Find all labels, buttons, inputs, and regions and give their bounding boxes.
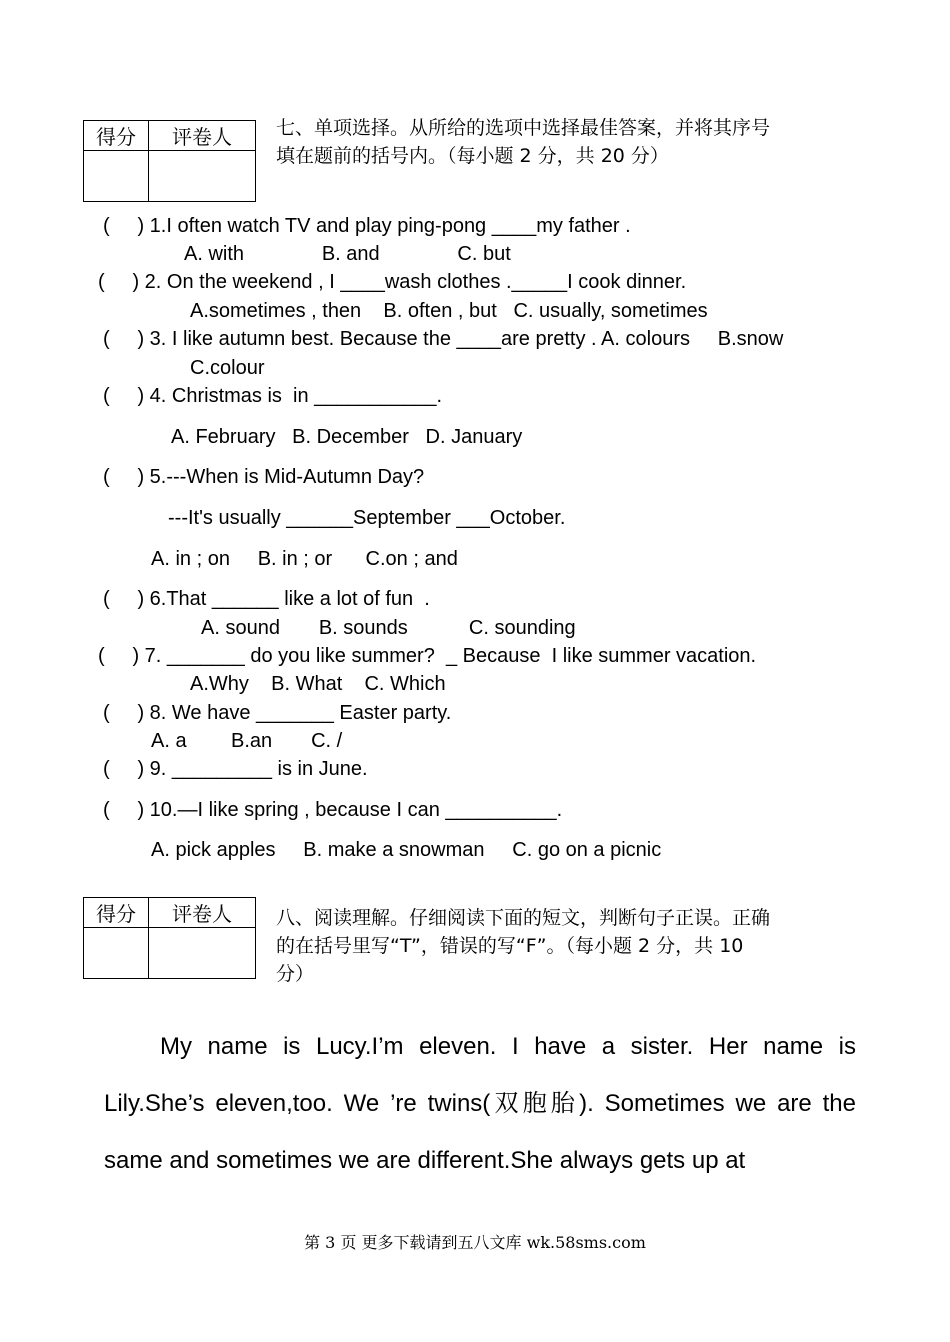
page-footer: 第 3 页 更多下载请到五八文库 wk.58sms.com	[304, 1233, 646, 1252]
section8-title-line3: 分）	[276, 963, 315, 985]
score-table-section8	[83, 897, 256, 979]
reading-passage: My name is Lucy.I’m eleven. I have a sister. Her name is Lily.She’s eleven,too. We ’re twins(双胞胎). Sometimes we are the same and sometimes we are different.She always gets up at	[104, 1033, 856, 1174]
grader-header: 评卷人	[149, 898, 256, 928]
grader-header: 评卷人	[149, 121, 256, 151]
question-5-options: A. in ; on B. in ; or C.on ; and	[151, 548, 458, 570]
question-7-options: A.Why B. What C. Which	[190, 673, 446, 695]
question-3: ( ) 3. I like autumn best. Because the ____are pretty . A. colours B.snow	[103, 328, 784, 350]
score-header: 得分	[84, 898, 149, 928]
question-6: ( ) 6.That ______ like a lot of fun .	[103, 588, 430, 610]
grader-cell[interactable]	[149, 928, 256, 979]
score-cell[interactable]	[84, 151, 149, 202]
question-8-options: A. a B.an C. /	[151, 730, 343, 752]
section7-title-line1: 七、单项选择。从所给的选项中选择最佳答案，并将其序号	[276, 117, 771, 139]
question-6-options: A. sound B. sounds C. sounding	[201, 617, 576, 639]
question-9: ( ) 9. _________ is in June.	[103, 758, 368, 780]
question-5: ( ) 5.---When is Mid-Autumn Day?	[103, 466, 425, 488]
question-1-options: A. with B. and C. but	[184, 243, 511, 265]
score-cell[interactable]	[84, 928, 149, 979]
question-1: ( ) 1.I often watch TV and play ping-pong ____my father .	[103, 215, 631, 237]
section8-title-line1: 八、阅读理解。仔细阅读下面的短文，判断句子正误。正确	[276, 907, 771, 929]
section7-title-line2: 填在题前的括号内。（每小题 2 分，共 20 分）	[276, 145, 669, 167]
score-table-section7	[83, 120, 256, 202]
question-4-options: A. February B. December D. January	[171, 426, 523, 448]
question-4: ( ) 4. Christmas is in ___________.	[103, 385, 443, 407]
question-10-options: A. pick apples B. make a snowman C. go on a picnic	[151, 839, 662, 861]
section8-title-line2: 的在括号里写“T”，错误的写“F”。（每小题 2 分，共 10	[276, 935, 744, 957]
score-header: 得分	[84, 121, 149, 151]
section8-title	[276, 904, 866, 988]
question-7: ( ) 7. _______ do you like summer? _ Because I like summer vacation.	[98, 645, 757, 667]
question-5-line2: ---It's usually ______September ___October.	[168, 507, 566, 529]
grader-cell[interactable]	[149, 151, 256, 202]
question-2: ( ) 2. On the weekend , I ____wash clothes ._____I cook dinner.	[98, 271, 687, 293]
question-8: ( ) 8. We have _______ Easter party.	[103, 702, 452, 724]
section7-title	[276, 114, 866, 170]
question-2-options: A.sometimes , then B. often , but C. usually, sometimes	[190, 300, 708, 322]
question-10: ( ) 10.—I like spring , because I can __________.	[103, 799, 563, 821]
question-3-options-cont: C.colour	[190, 357, 265, 379]
